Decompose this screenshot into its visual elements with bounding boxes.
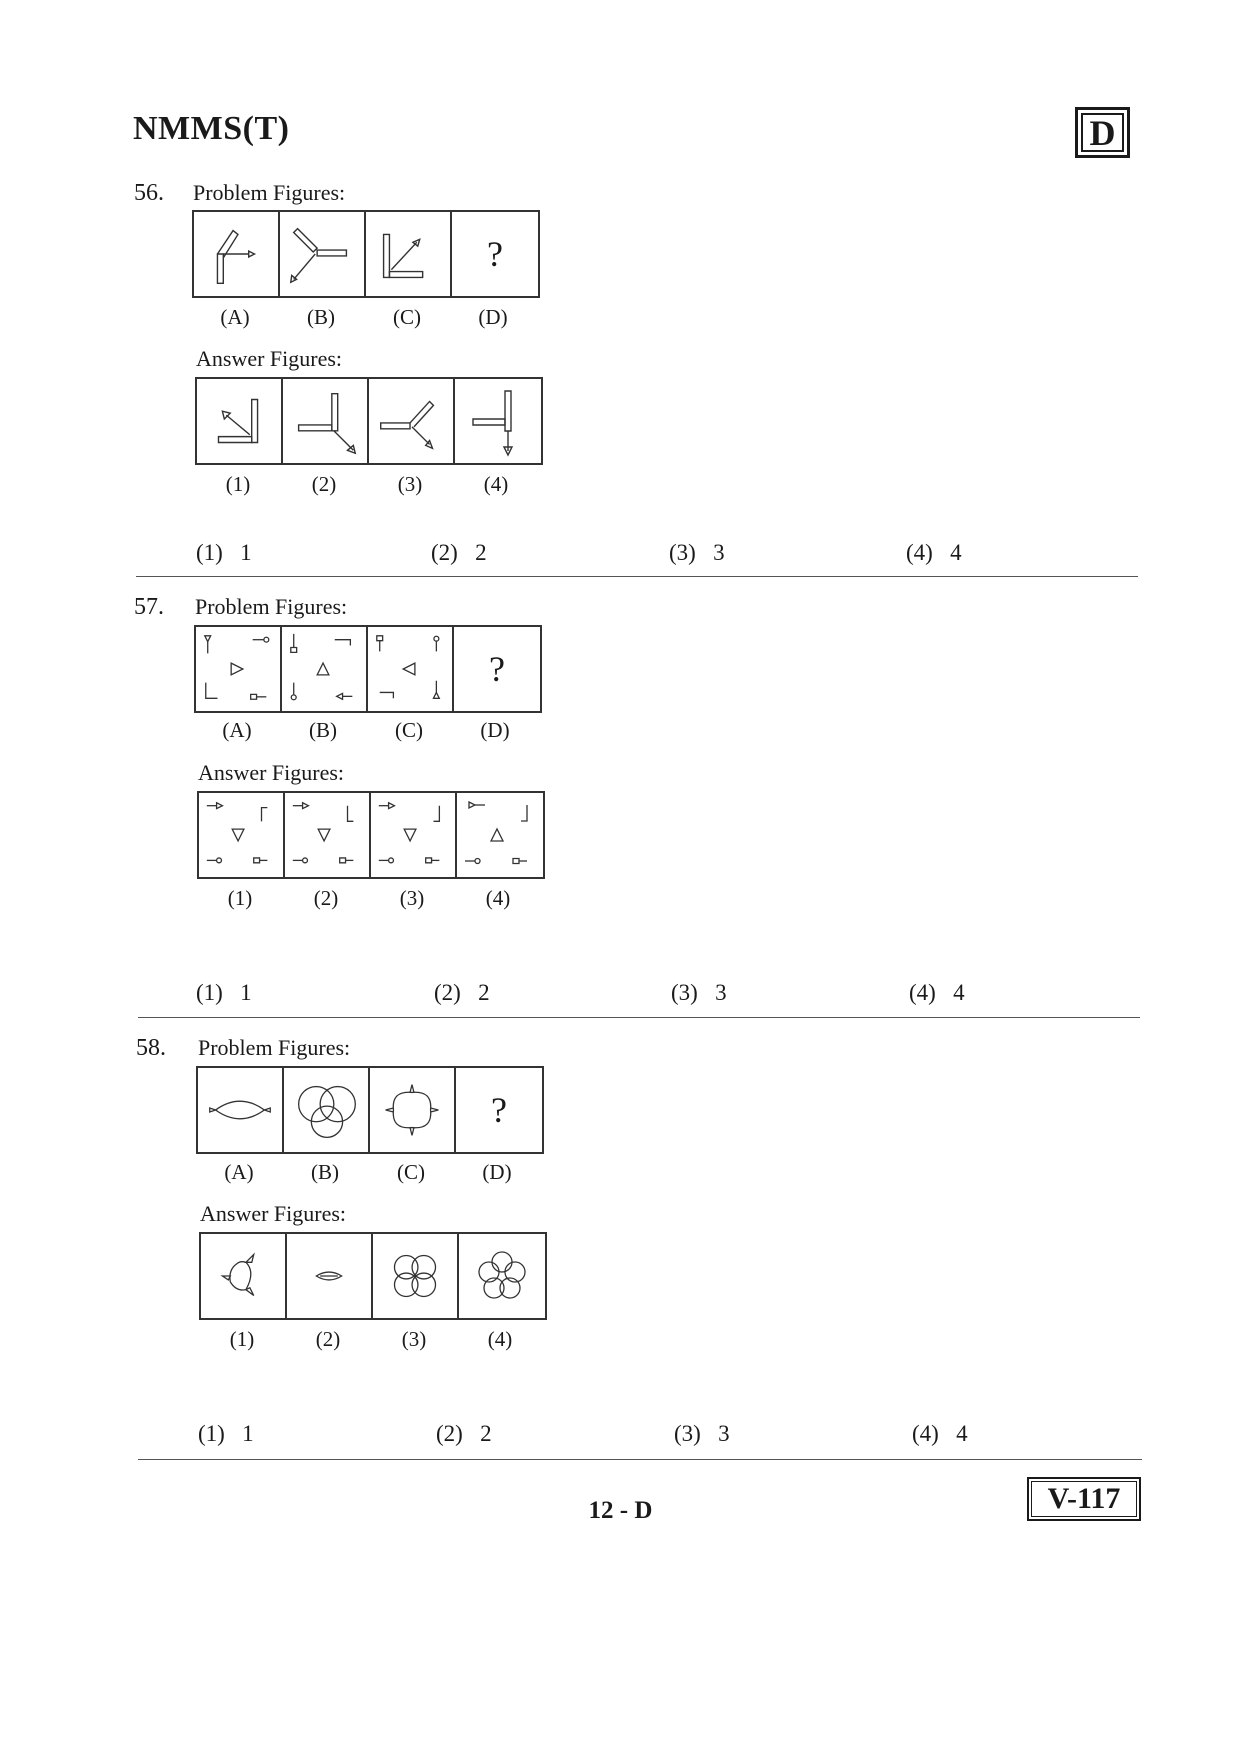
missing-figure-mark: ? <box>487 234 503 274</box>
problem-figures-label: Problem Figures: <box>193 180 346 205</box>
option-1[interactable]: (1) 1 <box>198 1421 254 1446</box>
answer-figure-3[interactable] <box>369 379 455 463</box>
caption: (3) <box>401 1327 427 1351</box>
problem-figure-d <box>452 212 538 296</box>
question-number: 58. <box>136 1035 166 1061</box>
missing-figure-mark: ? <box>491 1090 507 1130</box>
answer-captions <box>199 1327 543 1352</box>
problem-figure-b <box>282 627 368 711</box>
option-2[interactable]: (2) 2 <box>434 980 490 1005</box>
caption: (A) <box>222 718 252 742</box>
caption: (B) <box>307 305 335 329</box>
answer-figures-strip <box>199 1232 547 1320</box>
question-number: 56. <box>134 180 164 206</box>
page-number: 12 - D <box>588 1497 653 1524</box>
caption: (C) <box>395 718 423 742</box>
answer-figure-4[interactable] <box>455 379 541 463</box>
caption: (C) <box>397 1160 425 1184</box>
answer-figures-label: Answer Figures: <box>198 760 345 785</box>
problem-figure-c <box>368 627 454 711</box>
problem-captions <box>192 305 536 330</box>
answer-figures-strip <box>197 791 545 879</box>
problem-figure-d <box>456 1068 542 1152</box>
question-divider <box>138 1017 1140 1018</box>
problem-figures-strip <box>196 1066 544 1154</box>
caption: (3) <box>399 886 425 910</box>
problem-figure-a <box>194 212 280 296</box>
option-4[interactable]: (4) 4 <box>909 980 965 1005</box>
problem-figure-b <box>284 1068 370 1152</box>
caption: (C) <box>393 305 421 329</box>
booklet-code: V-117 <box>1031 1481 1137 1517</box>
answer-captions <box>195 472 539 497</box>
answer-figure-4[interactable] <box>459 1234 545 1318</box>
option-4[interactable]: (4) 4 <box>906 540 962 565</box>
answer-figure-2[interactable] <box>285 793 371 877</box>
caption: (4) <box>485 886 511 910</box>
question-divider <box>136 576 1138 577</box>
option-1[interactable]: (1) 1 <box>196 540 252 565</box>
problem-figures-strip <box>192 210 540 298</box>
caption: (B) <box>311 1160 339 1184</box>
answer-figures-strip <box>195 377 543 465</box>
caption: (B) <box>309 718 337 742</box>
problem-figures-label: Problem Figures: <box>198 1035 351 1060</box>
option-2[interactable]: (2) 2 <box>431 540 487 565</box>
set-code: D <box>1081 113 1124 152</box>
problem-figure-a <box>198 1068 284 1152</box>
missing-figure-mark: ? <box>489 649 505 689</box>
caption: (A) <box>224 1160 254 1184</box>
answer-figure-1[interactable] <box>201 1234 287 1318</box>
question-divider <box>138 1459 1142 1460</box>
caption: (4) <box>483 472 509 496</box>
problem-figure-a <box>196 627 282 711</box>
booklet-code-box <box>1027 1477 1141 1521</box>
caption: (1) <box>225 472 251 496</box>
problem-figure-c <box>370 1068 456 1152</box>
answer-figure-2[interactable] <box>283 379 369 463</box>
option-4[interactable]: (4) 4 <box>912 1421 968 1446</box>
answer-figures-label: Answer Figures: <box>196 346 343 371</box>
problem-captions <box>194 718 538 743</box>
problem-figures-label: Problem Figures: <box>195 594 348 619</box>
answer-figure-3[interactable] <box>371 793 457 877</box>
answer-figure-1[interactable] <box>197 379 283 463</box>
option-1[interactable]: (1) 1 <box>196 980 252 1005</box>
answer-captions <box>197 886 541 911</box>
problem-figures-strip <box>194 625 542 713</box>
answer-options <box>0 1421 1241 1451</box>
answer-options <box>0 540 1241 570</box>
caption: (A) <box>220 305 250 329</box>
problem-figure-d <box>454 627 540 711</box>
answer-figure-2[interactable] <box>287 1234 373 1318</box>
caption: (2) <box>315 1327 341 1351</box>
problem-figure-c <box>366 212 452 296</box>
answer-figure-4[interactable] <box>457 793 543 877</box>
caption: (4) <box>487 1327 513 1351</box>
option-2[interactable]: (2) 2 <box>436 1421 492 1446</box>
option-3[interactable]: (3) 3 <box>674 1421 730 1446</box>
caption: (D) <box>478 305 508 329</box>
caption: (1) <box>229 1327 255 1351</box>
answer-options <box>0 980 1241 1010</box>
option-3[interactable]: (3) 3 <box>671 980 727 1005</box>
answer-figure-1[interactable] <box>199 793 285 877</box>
caption: (2) <box>311 472 337 496</box>
caption: (1) <box>227 886 253 910</box>
caption: (2) <box>313 886 339 910</box>
answer-figure-3[interactable] <box>373 1234 459 1318</box>
question-number: 57. <box>134 594 164 620</box>
set-code-box <box>1075 107 1130 158</box>
caption: (D) <box>482 1160 512 1184</box>
page-title: NMMS(T) <box>133 110 290 147</box>
answer-figures-label: Answer Figures: <box>200 1201 347 1226</box>
problem-captions <box>196 1160 540 1185</box>
caption: (3) <box>397 472 423 496</box>
caption: (D) <box>480 718 510 742</box>
option-3[interactable]: (3) 3 <box>669 540 725 565</box>
problem-figure-b <box>280 212 366 296</box>
